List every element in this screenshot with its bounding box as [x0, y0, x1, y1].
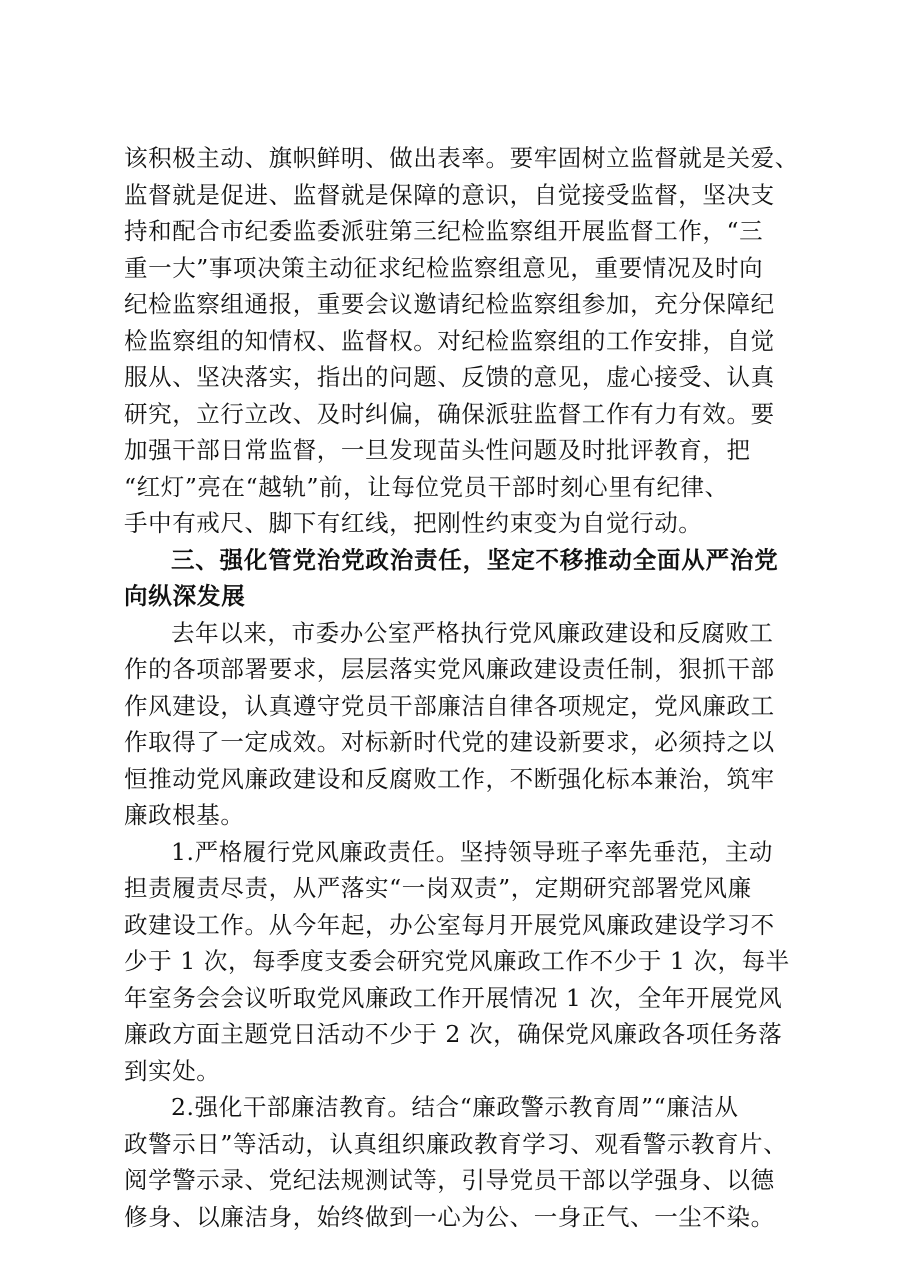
text-line: 廉政根基。 [124, 801, 245, 829]
heading-line: 三、强化管党治党政治责任，坚定不移推动全面从严治党 [171, 545, 779, 574]
list-item-2 [124, 1089, 814, 1235]
text-line: 廉政方面主题党日活动不少于 2 次，确保党风廉政各项任务落 [124, 1020, 783, 1048]
text-line: 去年以来，市委办公室严格执行党风廉政建设和反腐败工 [171, 618, 774, 647]
text-line: 持和配合市纪委监委派驻第三纪检监察组开展监督工作，“三 [124, 217, 764, 245]
text-line: 检监察组的知情权、监督权。对纪检监察组的工作安排，自觉 [124, 326, 775, 355]
text-line: 1.严格履行党风廉政责任。坚持领导班子率先垂范，主动 [171, 837, 774, 866]
text-line: 作风建设，认真遵守党员干部廉洁自律各项规定，党风廉政工 [124, 691, 775, 720]
text-line: 监督就是促进、监督就是保障的意识，自觉接受监督，坚决支 [124, 180, 775, 209]
text-line: 少于 1 次，每季度支委会研究党风廉政工作不少于 1 次，每半 [124, 947, 790, 975]
section-heading [124, 542, 814, 615]
text-line: 服从、坚决落实，指出的问题、反馈的意见，虚心接受、认真 [124, 363, 775, 391]
list-item-1 [124, 834, 814, 1090]
text-line: 作的各项部署要求，层层落实党风廉政建设责任制，狠抓干部 [124, 655, 775, 683]
paragraph-continuation [124, 140, 814, 542]
heading-line: 向纵深发展 [124, 582, 246, 610]
text-line: 阅学警示录、党纪法规测试等，引导党员干部以学强身、以德 [124, 1166, 775, 1194]
document-body [124, 140, 814, 1235]
text-line: 到实处。 [124, 1056, 221, 1085]
text-line: 作取得了一定成效。对标新时代党的建设新要求，必须持之以 [124, 728, 775, 756]
text-line: 恒推动党风廉政建设和反腐败工作，不断强化标本兼治，筑牢 [124, 764, 775, 793]
text-line: 年室务会会议听取党风廉政工作开展情况 1 次，全年开展党风 [124, 983, 783, 1012]
text-line: 重一大”事项决策主动征求纪检监察组意见，重要情况及时向 [124, 253, 764, 282]
text-line: 2.强化干部廉洁教育。结合“廉政警示教育周”“廉洁从 [171, 1093, 739, 1121]
text-line: 担责履责尽责，从严落实“一岗双责”，定期研究部署党风廉 [124, 874, 752, 902]
text-line: 政警示日”等活动，认真组织廉政教育学习、观看警示教育片、 [124, 1129, 788, 1158]
text-line: 研究，立行立改、及时纠偏，确保派驻监督工作有力有效。要 [124, 399, 775, 428]
text-line: 政建设工作。从今年起，办公室每月开展党风廉政建设学习不 [124, 910, 775, 939]
intro-paragraph [124, 615, 814, 834]
text-line: 加强干部日常监督，一旦发现苗头性问题及时批评教育，把 [124, 436, 751, 464]
text-line: 该积极主动、旗帜鲜明、做出表率。要牢固树立监督就是关爱、 [124, 144, 799, 172]
text-line: 手中有戒尺、脚下有红线，把刚性约束变为自觉行动。 [124, 509, 703, 537]
text-line: “红灯”亮在“越轨”前，让每位党员干部时刻心里有纪律、 [124, 472, 729, 501]
text-line: 修身、以廉洁身，始终做到一心为公、一身正气、一尘不染。 [124, 1202, 775, 1231]
text-line: 纪检监察组通报，重要会议邀请纪检监察组参加，充分保障纪 [124, 290, 775, 318]
